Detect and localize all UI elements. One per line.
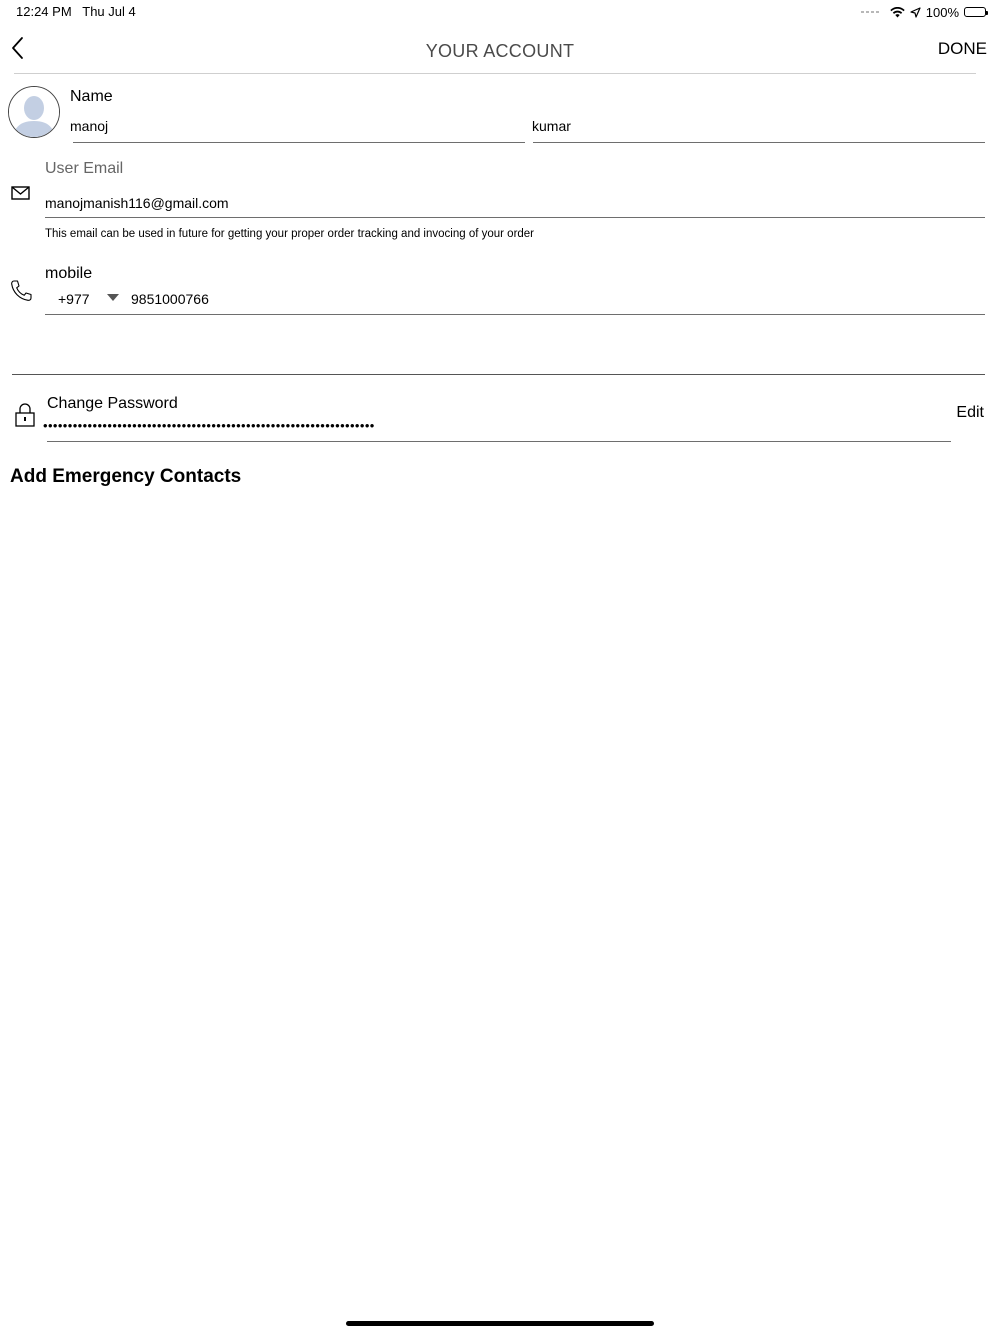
section-divider bbox=[12, 374, 985, 375]
first-name-underline bbox=[73, 142, 525, 143]
nav-divider bbox=[14, 73, 976, 74]
signal-icon bbox=[861, 11, 879, 13]
status-date: Thu Jul 4 bbox=[82, 4, 136, 19]
avatar[interactable] bbox=[8, 86, 60, 138]
name-label: Name bbox=[70, 88, 113, 105]
lock-icon bbox=[14, 402, 36, 433]
mobile-underline bbox=[45, 314, 985, 315]
status-bar-indicators bbox=[861, 3, 986, 21]
email-label: User Email bbox=[45, 160, 124, 177]
email-hint: This email can be used in future for getting your proper order tracking and invocing of your order bbox=[45, 228, 535, 240]
email-field[interactable]: manojmanish116@gmail.com bbox=[45, 195, 229, 211]
edit-password-button[interactable]: Edit bbox=[956, 404, 984, 421]
last-name-underline bbox=[533, 142, 985, 143]
last-name-field[interactable]: kumar bbox=[532, 118, 571, 134]
page-title: YOUR ACCOUNT bbox=[425, 41, 575, 61]
password-underline bbox=[47, 441, 951, 442]
battery-percent: 100% bbox=[925, 4, 959, 20]
home-indicator[interactable] bbox=[346, 1321, 654, 1326]
battery-icon bbox=[964, 7, 986, 17]
wifi-icon bbox=[890, 7, 905, 18]
mobile-label: mobile bbox=[45, 265, 93, 282]
user-silhouette-icon bbox=[9, 87, 59, 137]
status-time: 12:24 PM bbox=[16, 4, 72, 19]
password-field[interactable]: ••••••••••••••••••••••••••••••••••••••••••••••••••••••••••••••••••• bbox=[43, 418, 375, 433]
chevron-down-icon[interactable] bbox=[107, 294, 119, 301]
done-button[interactable]: DONE bbox=[937, 39, 987, 58]
mail-icon bbox=[11, 186, 30, 205]
first-name-field[interactable]: manoj bbox=[70, 118, 109, 134]
email-underline bbox=[45, 217, 985, 218]
location-icon bbox=[910, 7, 921, 18]
add-emergency-contacts-title[interactable]: Add Emergency Contacts bbox=[10, 466, 242, 487]
status-bar-clock bbox=[16, 4, 136, 19]
country-code-select[interactable]: +977 bbox=[58, 291, 90, 307]
mobile-number-field[interactable]: 9851000766 bbox=[131, 291, 209, 307]
change-password-label: Change Password bbox=[47, 395, 178, 412]
phone-icon bbox=[9, 279, 33, 308]
